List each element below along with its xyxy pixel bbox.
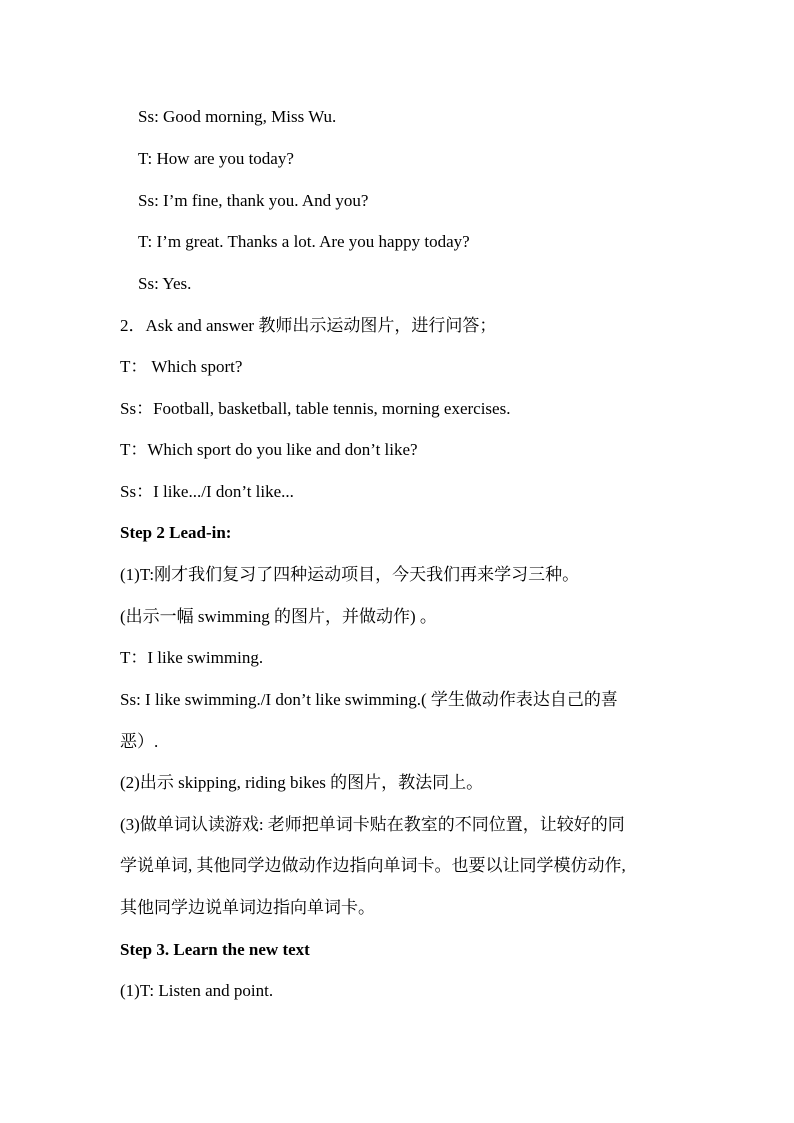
text-line: Ss: I like swimming./I don’t like swimming.( 学生做动作表达自己的喜 <box>120 690 618 709</box>
text-line: T: I’m great. Thanks a lot. Are you happy today? <box>138 232 470 251</box>
text-line: (出示一幅 swimming 的图片，并做动作) 。 <box>120 607 437 626</box>
text-line: 恶）. <box>120 732 159 751</box>
text-line: T: How are you today? <box>138 149 294 168</box>
text-line: (3)做单词认读游戏: 老师把单词卡贴在教室的不同位置，让较好的同 <box>120 815 625 834</box>
text-line: Ss: Good morning, Miss Wu. <box>138 107 337 126</box>
section-heading: Step 2 Lead-in: <box>120 523 232 542</box>
section-heading: Step 3. Learn the new text <box>120 940 310 959</box>
text-line: 学说单词, 其他同学边做动作边指向单词卡。也要以让同学模仿动作, <box>120 856 626 875</box>
text-line: 2．Ask and answer 教师出示运动图片，进行问答； <box>120 316 497 335</box>
text-line: Ss: I’m fine, thank you. And you? <box>138 191 369 210</box>
text-line: (1)T:刚才我们复习了四种运动项目，今天我们再来学习三种。 <box>120 565 580 584</box>
text-line: (1)T: Listen and point. <box>120 981 274 1000</box>
text-line: T：Which sport do you like and don’t like? <box>120 440 418 459</box>
text-line: Ss: Yes. <box>138 274 192 293</box>
text-line: T：I like swimming. <box>120 648 264 667</box>
text-line: T： Which sport? <box>120 357 243 376</box>
text-line: 其他同学边说单词边指向单词卡。 <box>120 898 375 917</box>
text-line: (2)出示 skipping, riding bikes 的图片，教法同上。 <box>120 773 484 792</box>
text-line: Ss：Football, basketball, table tennis, morning exercises. <box>120 399 511 418</box>
text-line: Ss：I like.../I don’t like... <box>120 482 294 501</box>
